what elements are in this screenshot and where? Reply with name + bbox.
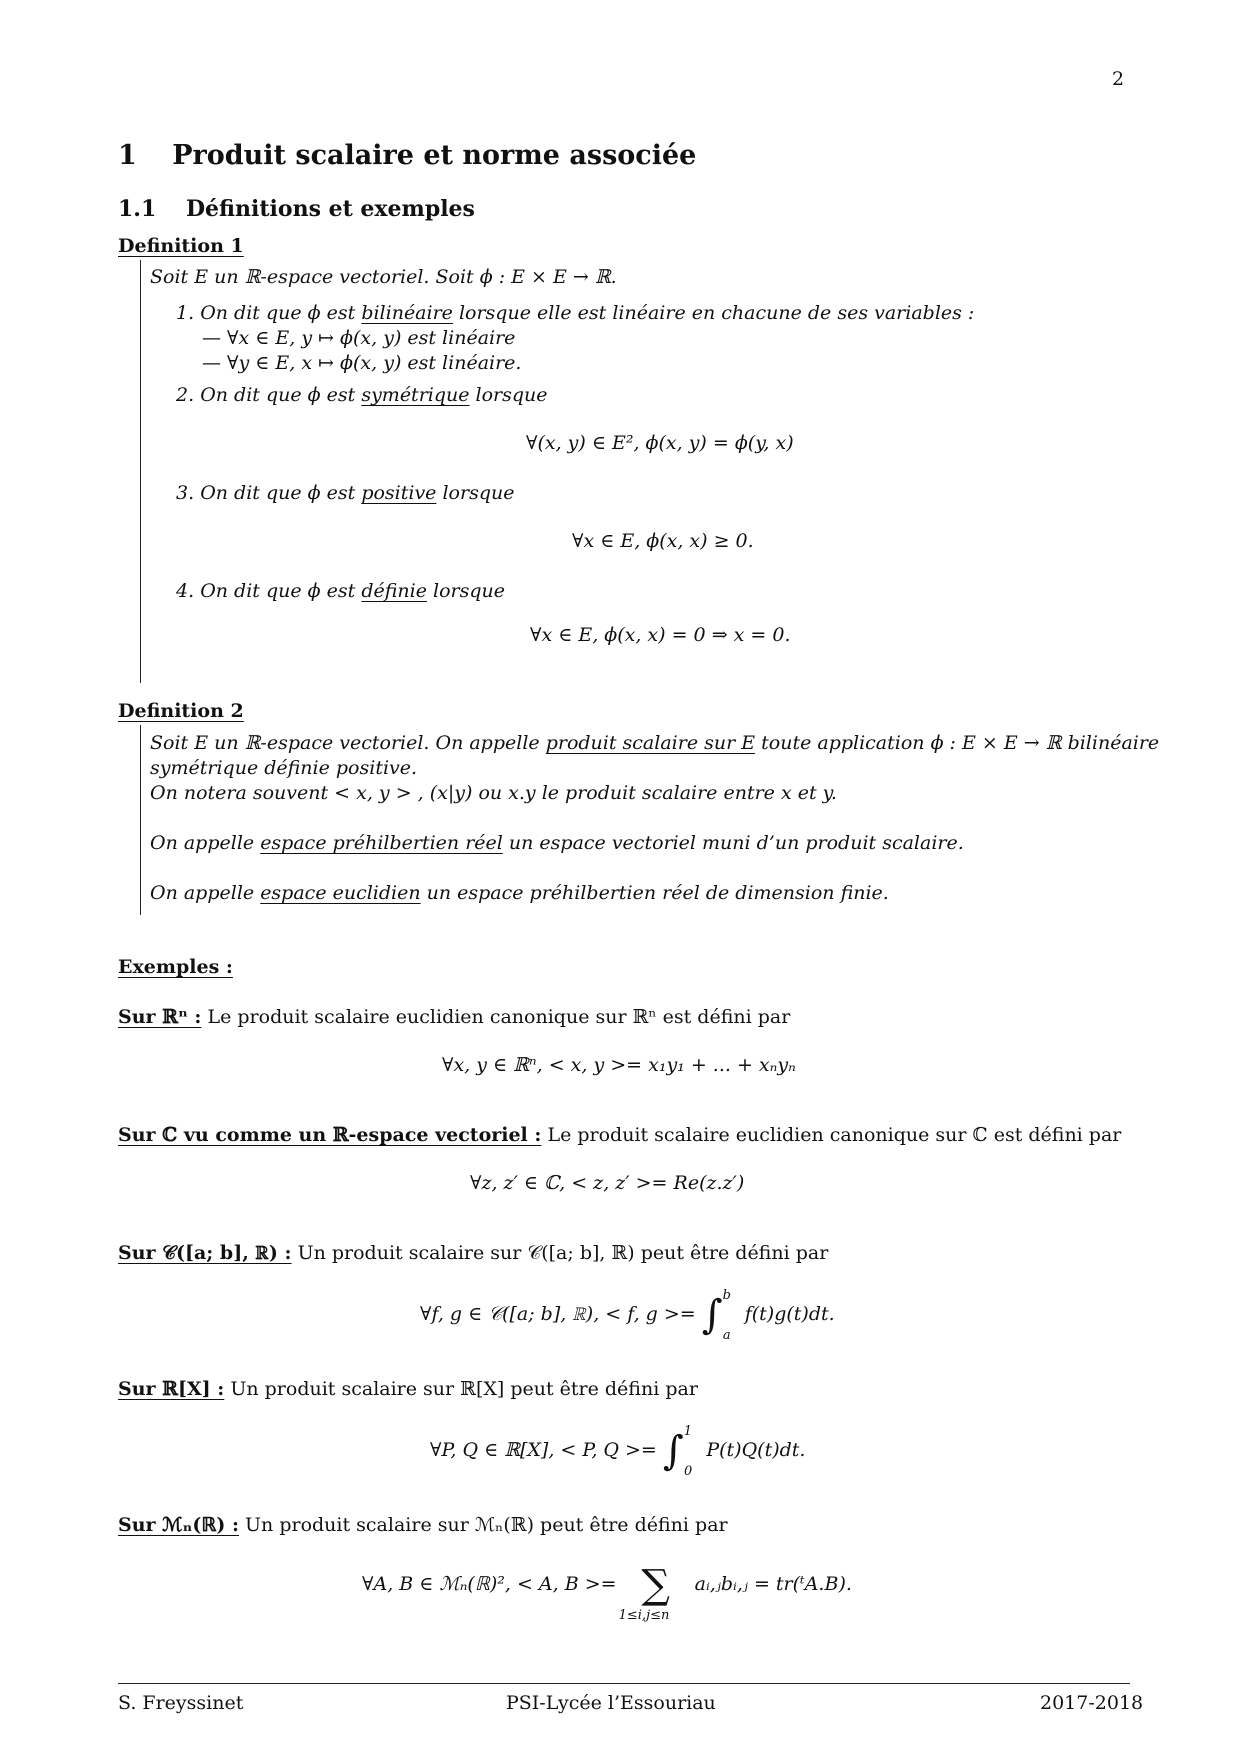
section-title: Produit scalaire et norme associée	[172, 140, 697, 171]
example-rx: Sur ℝ[X] : Un produit scalaire sur ℝ[X] peut être défini par	[118, 1378, 698, 1400]
definition-2-line-3: On notera souvent < x, y > , (x|y) ou x.y le produit scalaire entre x et y.	[150, 782, 837, 804]
example-mn: Sur ℳₙ(ℝ) : Un produit scalaire sur ℳₙ(ℝ) peut être défini par	[118, 1514, 728, 1536]
formula-rn: ∀x, y ∈ ℝⁿ, < x, y >= x₁y₁ + ... + xₙyₙ	[442, 1054, 796, 1076]
footer-left: S. Freyssinet	[118, 1692, 244, 1714]
page-number: 2	[1112, 68, 1125, 90]
formula-positive: ∀x ∈ E, ϕ(x, x) ≥ 0.	[572, 530, 754, 552]
formula-c: ∀z, z′ ∈ ℂ, < z, z′ >= Re(z.z′)	[470, 1172, 745, 1194]
definition-1-intro: Soit E un ℝ-espace vectoriel. Soit ϕ : E × E → ℝ.	[150, 266, 617, 288]
subsection-title: Définitions et exemples	[185, 196, 475, 222]
term-bilineaire: bilinéaire	[361, 302, 453, 324]
formula-definie: ∀x ∈ E, ϕ(x, x) = 0 ⇒ x = 0.	[530, 624, 791, 646]
footer-center: PSI-Lycée l’Essouriau	[506, 1692, 716, 1714]
definition-1-block	[150, 266, 1130, 686]
footer-right: 2017-2018	[1040, 1692, 1144, 1714]
term-produit-scalaire: produit scalaire sur E	[545, 732, 756, 754]
definition-2-bar	[140, 725, 141, 915]
definition-1-bar	[140, 260, 141, 683]
formula-mn: ∀A, B ∈ ℳₙ(ℝ)², < A, B >= ∑ 1≤i,j≤n aᵢ,ⱼbᵢ,ⱼ = tr(ᵗA.B).	[362, 1562, 852, 1623]
footer-rule	[118, 1683, 1130, 1684]
formula-symetrique: ∀(x, y) ∈ E², ϕ(x, y) = ϕ(y, x)	[526, 432, 794, 454]
definition-1-item-2: 2. On dit que ϕ est symétrique lorsque	[176, 384, 548, 406]
definition-1-subitem-2: — ∀y ∈ E, x ↦ ϕ(x, y) est linéaire.	[202, 352, 522, 374]
definition-1-item-4: 4. On dit que ϕ est définie lorsque	[176, 580, 505, 602]
section-heading	[118, 140, 696, 171]
formula-rx: ∀P, Q ∈ ℝ[X], < P, Q >= ∫$^1_0$ P(t)Q(t)dt.	[430, 1423, 806, 1479]
term-symetrique: symétrique	[361, 384, 470, 406]
term-positive: positive	[361, 482, 437, 504]
term-definie: définie	[361, 580, 427, 602]
definition-2-block	[150, 732, 1160, 922]
definition-2-line-2: symétrique définie positive.	[150, 757, 418, 779]
example-rn: Sur ℝⁿ : Le produit scalaire euclidien canonique sur ℝⁿ est défini par	[118, 1006, 791, 1028]
formula-cab: ∀f, g ∈ 𝒞([a; b], ℝ), < f, g >= ∫$^b_a$ f(t)g(t)dt.	[420, 1287, 835, 1343]
definition-1-label: Definition 1	[118, 235, 244, 257]
definition-1-subitem-1: — ∀x ∈ E, y ↦ ϕ(x, y) est linéaire	[202, 327, 516, 349]
integral-symbol: ∫	[701, 1292, 723, 1338]
section-number: 1	[118, 140, 137, 171]
subsection-number: 1.1	[118, 196, 157, 222]
term-prehilbertien: espace préhilbertien réel	[260, 832, 503, 854]
definition-2-line-4: On appelle espace préhilbertien réel un espace vectoriel muni d’un produit scalaire.	[150, 832, 964, 854]
example-cab: Sur 𝒞([a; b], ℝ) : Un produit scalaire sur 𝒞([a; b], ℝ) peut être défini par	[118, 1242, 829, 1264]
example-c: Sur ℂ vu comme un ℝ-espace vectoriel : Le produit scalaire euclidien canonique sur ℂ est défini par	[118, 1124, 1122, 1146]
definition-1-item-3: 3. On dit que ϕ est positive lorsque	[176, 482, 515, 504]
integral-symbol: ∫	[662, 1428, 684, 1474]
definition-2-label: Definition 2	[118, 700, 244, 722]
definition-2-line-5: On appelle espace euclidien un espace préhilbertien réel de dimension finie.	[150, 882, 889, 904]
definition-2-line-1: Soit E un ℝ-espace vectoriel. On appelle produit scalaire sur E toute application ϕ : E × E → ℝ bilinéaire	[150, 732, 1160, 754]
subsection-heading	[118, 196, 475, 222]
sum-symbol: ∑	[641, 1562, 670, 1608]
definition-1-item-1: 1. On dit que ϕ est bilinéaire lorsque elle est linéaire en chacune de ses variables :	[176, 302, 975, 324]
term-euclidien: espace euclidien	[260, 882, 421, 904]
examples-title: Exemples :	[118, 956, 233, 978]
